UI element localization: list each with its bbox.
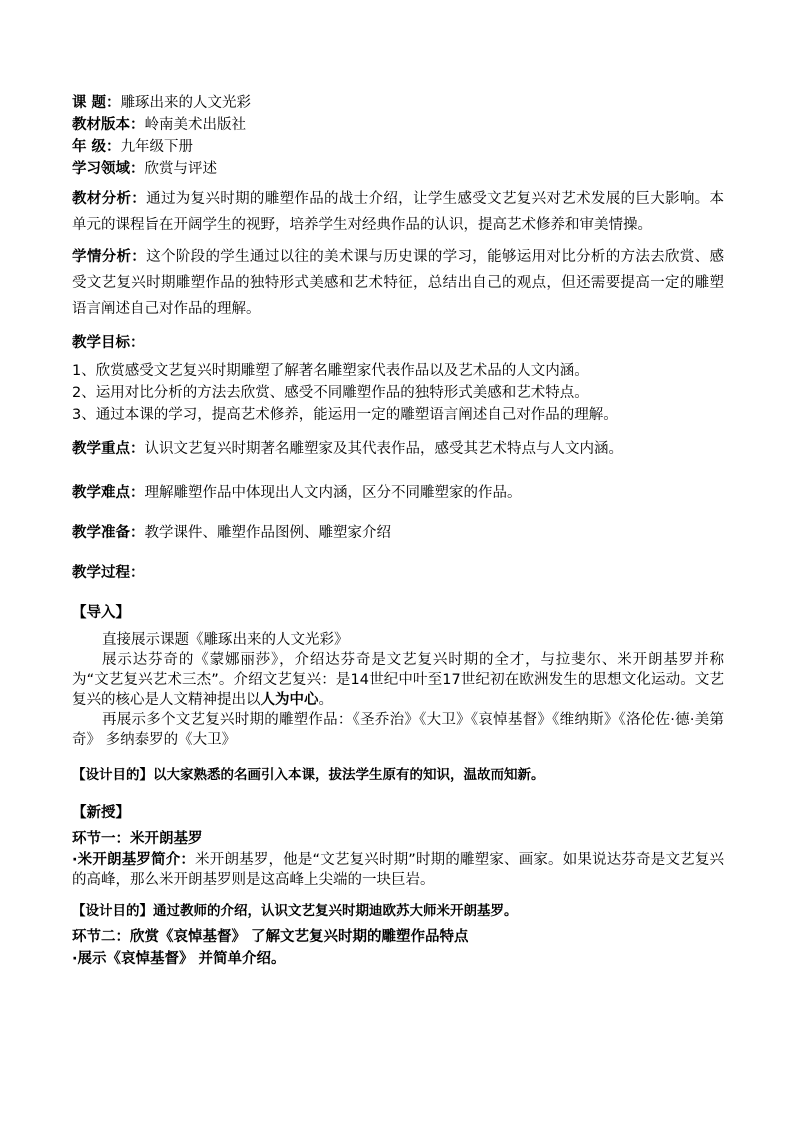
intro-p2-emphasis: 人为中心 — [260, 692, 319, 708]
intro-title: 【导入】 — [72, 605, 130, 621]
document-page — [72, 92, 724, 970]
goal-item: 1、欣赏感受文艺复兴时期雕塑了解著名雕塑家代表作品以及艺术品的人文内涵。 — [72, 363, 589, 379]
intro-p2-end: 。 — [318, 692, 333, 708]
field-label: 学习领域： — [72, 161, 145, 177]
intro-p3: 再展示多个文艺复兴时期的雕塑作品：《圣乔治》《大卫》《哀悼基督》《维纳斯》《洛伦佐·德·美第奇》 多纳泰罗的《大卫》 — [72, 712, 724, 748]
section2-item: ·展示《哀悼基督》 并简单介绍。 — [72, 951, 286, 967]
grade-label: 年 级： — [72, 139, 121, 155]
course-label: 课 题： — [72, 95, 121, 111]
difficulty-text: 理解雕塑作品中体现出人文内涵，区分不同雕塑家的作品。 — [144, 485, 522, 501]
goals-list — [72, 360, 724, 426]
process-label: 教学过程： — [72, 565, 145, 581]
section1-intro — [72, 850, 724, 890]
key-text: 认识文艺复兴时期著名雕塑家及其代表作品，感受其艺术特点与人文内涵。 — [144, 441, 623, 457]
prep-text: 教学课件、雕塑作品图例、雕塑家介绍 — [144, 525, 391, 541]
edition-line — [72, 114, 724, 136]
process-heading — [72, 562, 724, 584]
course-value: 雕琢出来的人文光彩 — [120, 95, 252, 111]
grade-value: 九年级下册 — [120, 139, 194, 155]
section1-purpose: 【设计目的】通过教师的介绍，认识文艺复兴时期迪欧苏大师米开朗基罗。 — [72, 903, 518, 919]
intro-p1: 直接展示课题《雕琢出来的人文光彩》 — [102, 632, 349, 648]
new-title: 【新授】 — [72, 805, 130, 821]
analysis-text: 通过为复兴时期的雕塑作品的战士介绍，让学生感受文艺复兴对艺术发展的巨大影响。本单元的课程旨在开阔学生的视野，培养学生对经典作品的认识，提高艺术修养和审美情操。 — [72, 191, 725, 233]
field-line — [72, 158, 724, 180]
section1-title: 环节一：米开朗基罗 — [72, 831, 203, 847]
key-label: 教学重点： — [72, 441, 145, 457]
students-text: 这个阶段的学生通过以往的美术课与历史课的学习，能够运用对比分析的方法去欣赏、感受文艺复兴时期雕塑作品的独特形式美感和艺术特征，总结出自己的观点，但还需要提高一定的雕塑语言阐述自己对作品的理解。 — [72, 249, 725, 317]
prep-label: 教学准备： — [72, 525, 145, 541]
section2-title: 环节二：欣赏《哀悼基督》 了解文艺复兴时期的雕塑作品特点 — [72, 929, 469, 945]
field-value: 欣赏与评述 — [144, 161, 217, 177]
grade-line — [72, 136, 724, 158]
section1-label: ·米开朗基罗简介： — [72, 852, 196, 868]
goals-label: 教学目标： — [72, 335, 145, 351]
intro-p2-text: 展示达芬奇的《蒙娜丽莎》，介绍达芬奇是文艺复兴时期的全才，与拉斐尔、米开朗基罗并称为“文艺复兴艺术三杰”。介绍文艺复兴：是14世纪中叶至17世纪初在欧洲发生的思想文化运动。文艺复兴的核心是人文精神提出以 — [72, 652, 724, 708]
section1-text: 米开朗基罗，他是“文艺复兴时期”时期的雕塑家、画家。如果说达芬奇是文艺复兴的高峰，那么米开朗基罗则是这高峰上尖端的一块巨岩。 — [72, 852, 724, 888]
difficulty-line — [72, 482, 724, 504]
students-label: 学情分析： — [72, 249, 147, 265]
analysis-label: 教材分析： — [72, 191, 147, 207]
analysis-paragraph — [72, 186, 724, 238]
goal-item: 3、通过本课的学习，提高艺术修养，能运用一定的雕塑语言阐述自己对作品的理解。 — [72, 407, 618, 423]
goals-heading — [72, 332, 724, 354]
edition-label: 教材版本： — [72, 117, 145, 133]
course-line — [72, 92, 724, 114]
edition-value: 岭南美术出版社 — [144, 117, 246, 133]
intro-p2 — [72, 650, 724, 710]
students-paragraph — [72, 244, 724, 322]
key-line — [72, 438, 724, 460]
difficulty-label: 教学难点： — [72, 485, 145, 501]
goal-item: 2、运用对比分析的方法去欣赏、感受不同雕塑作品的独特形式美感和艺术特点。 — [72, 385, 589, 401]
prep-line — [72, 522, 724, 544]
intro-purpose: 【设计目的】以大家熟悉的名画引入本课，拔法学生原有的知识，温故而知新。 — [72, 767, 545, 783]
